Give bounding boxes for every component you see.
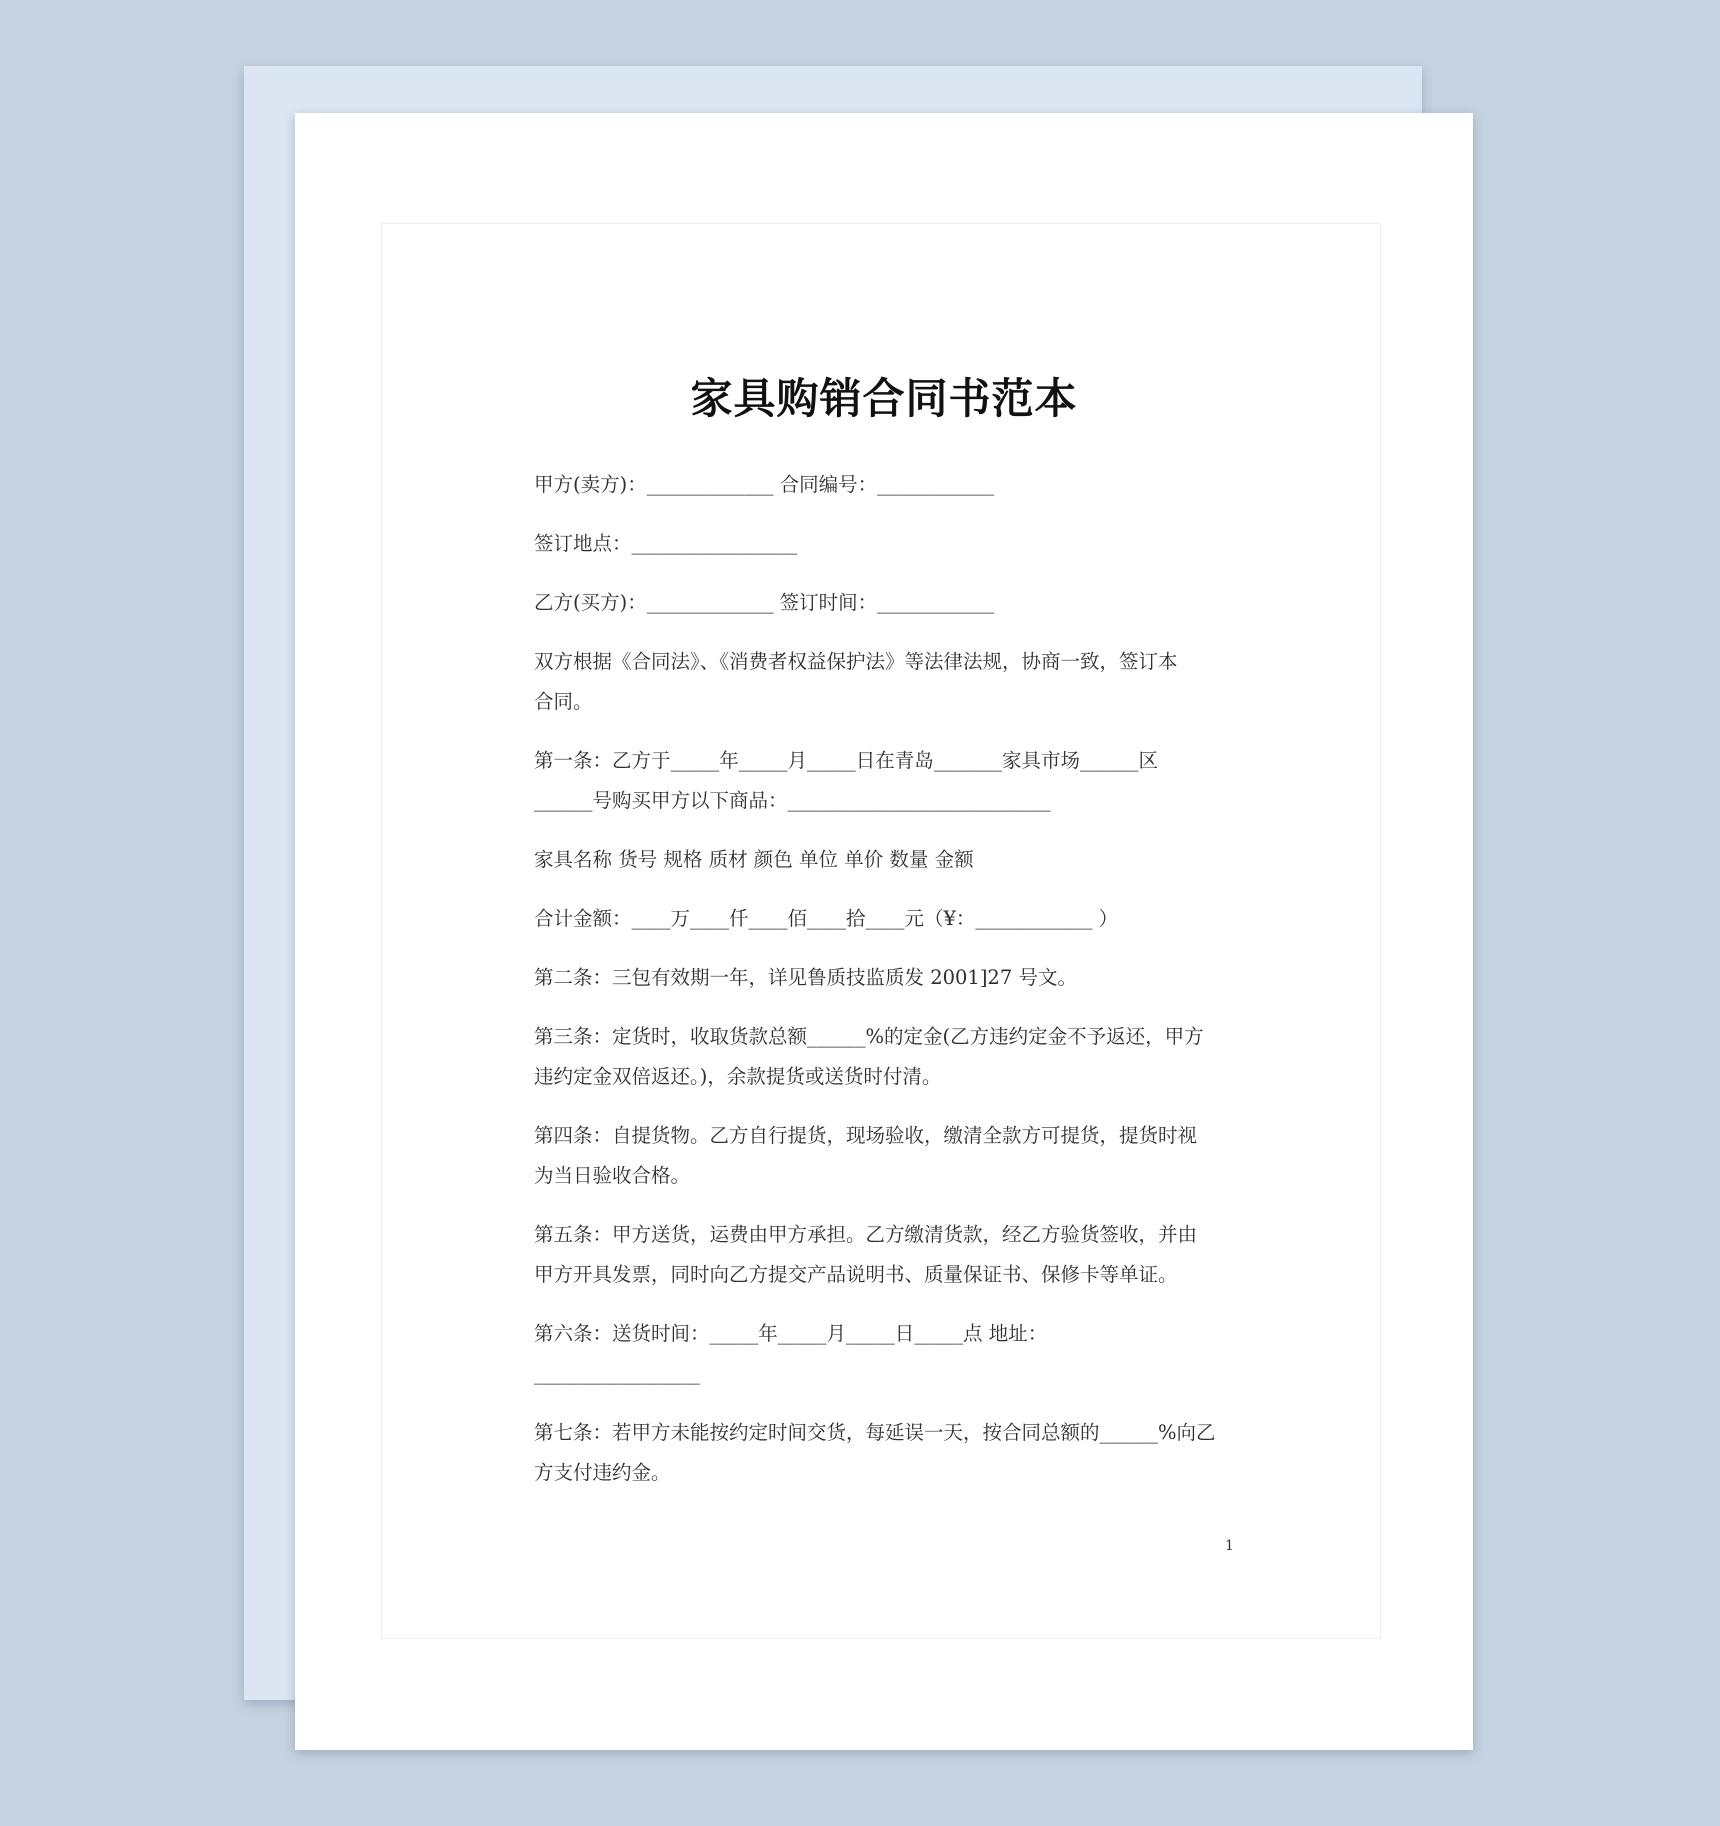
signing-place-line: 签订地点：_________________ bbox=[534, 532, 798, 555]
article-5: 第五条：甲方送货，运费由甲方承担。乙方缴清货款，经乙方验货签收，并由 甲方开具发票，同时向乙方提交产品说明书、质量保证书、保修卡等单证。 bbox=[534, 1223, 1198, 1286]
article-7: 第七条：若甲方未能按约定时间交货，每延误一天，按合同总额的______%向乙 方支付违约金。 bbox=[534, 1421, 1216, 1484]
party-a-line: 甲方(卖方)：_____________ 合同编号：____________ bbox=[534, 473, 995, 496]
page-number: 1 bbox=[1225, 1538, 1234, 1554]
article-3: 第三条：定货时，收取货款总额______%的定金(乙方违约定金不予返还，甲方 违约定金双倍返还。)，余款提货或送货时付清。 bbox=[534, 1025, 1204, 1088]
article-4: 第四条：自提货物。乙方自行提货，现场验收，缴清全款方可提货，提货时视 为当日验收合格。 bbox=[534, 1124, 1198, 1187]
goods-table-header: 家具名称 货号 规格 质材 颜色 单位 单价 数量 金额 bbox=[534, 848, 974, 871]
preamble-paragraph: 双方根据《合同法》、《消费者权益保护法》等法律法规，协商一致，签订本 合同。 bbox=[534, 650, 1178, 713]
party-b-line: 乙方(买方)：_____________ 签订时间：____________ bbox=[534, 591, 995, 614]
total-amount-line: 合计金额：____万____仟____佰____拾____元（¥：____________ ） bbox=[534, 907, 1119, 930]
document-title: 家具购销合同书范本 bbox=[690, 374, 1078, 423]
contract-body bbox=[534, 465, 1244, 1512]
article-1: 第一条：乙方于_____年_____月_____日在青岛_______家具市场______区 ______号购买甲方以下商品：___________________________ bbox=[534, 749, 1159, 812]
article-6: 第六条：送货时间：_____年_____月_____日_____点 地址： _________________ bbox=[534, 1322, 1048, 1385]
article-2: 第二条：三包有效期一年，详见鲁质技监质发 2001]27 号文。 bbox=[534, 966, 1077, 989]
front-page-sheet bbox=[295, 113, 1473, 1750]
